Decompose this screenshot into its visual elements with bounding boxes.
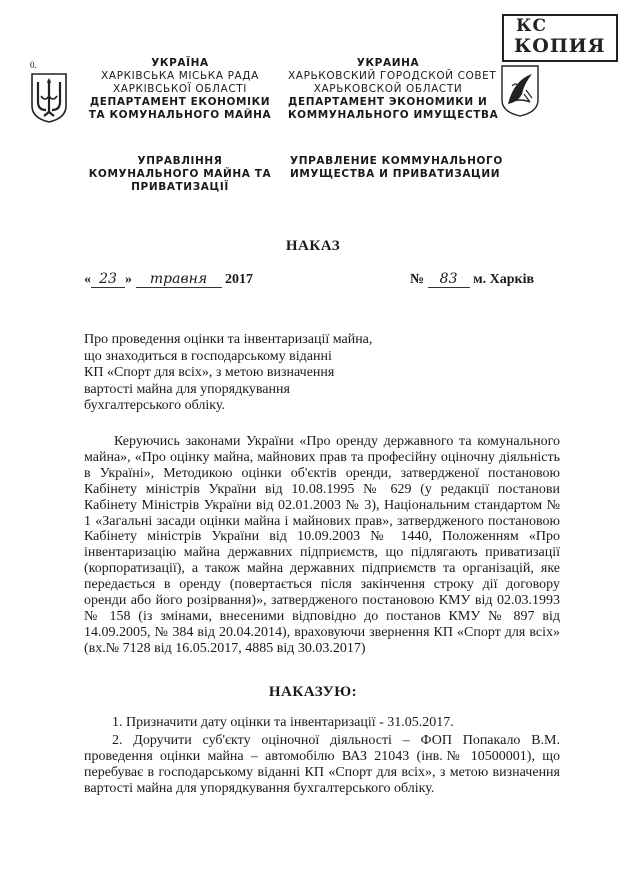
order-number — [410, 271, 534, 288]
header-left-council-1: ХАРКІВСЬКА МІСЬКА РАДА — [101, 70, 259, 82]
office-left-3: ПРИВАТИЗАЦІЇ — [131, 181, 229, 193]
header-right — [288, 57, 508, 122]
header-left-dept-2: ТА КОМУНАЛЬНОГО МАЙНА — [88, 109, 272, 121]
trident-emblem-icon — [30, 72, 68, 124]
order-items — [84, 715, 560, 799]
copy-stamp — [502, 14, 618, 62]
preamble-text: Керуючись законами України «Про оренду державного та комунального майна», «Про оцінку майна, майнових прав та професійну оціночну діяльність в Україні», Методикою оцінки об'єктів оренди, затвердженої постановою Кабінету міністрів України від 10.08.1995 № 629 (у редакції постанови Кабінету Міністрів України від 02.01.2003 № 3), Національним стандартом № 1 «Загальні засади оцінки майна і майнових прав», затвердженого постановою Кабінету міністрів України від 10.09.2003 № 1440, Положенням «Про інвентаризацію майна державних підприємств, що підлягають приватизації (корпоратизації), а також майна державних підприємств та організацій, яке передається в оренду (повертається після закінчення строку дії договору оренди або його розірвання)», затвердженого постановою КМУ від 02.03.1993 № 158 (із змінами, внесеними відповідно до постанов КМУ № 897 від 14.09.2005, № 384 від 20.04.2014), враховуючи звернення КП «Спорт для всіх» (вх.№ 7128 від 16.05.2017, 4885 від 30.03.2017) — [84, 434, 560, 656]
order-date — [84, 271, 253, 288]
header-left-council-2: ХАРКІВСЬКОЇ ОБЛАСТІ — [113, 83, 247, 95]
office-left — [80, 155, 280, 194]
date-month: травня — [136, 271, 222, 288]
number-label: № — [410, 272, 425, 287]
header-right-country: УКРАИНА — [356, 57, 420, 69]
date-close-quote: » — [125, 272, 132, 287]
office-right-2: ИМУЩЕСТВА И ПРИВАТИЗАЦИИ — [290, 168, 501, 180]
number-city: м. Харків — [473, 272, 535, 287]
subject-line: Про проведення оцінки та інвентаризації майна, — [84, 332, 373, 347]
header-right-council-2: ХАРЬКОВСКОЙ ОБЛАСТИ — [313, 83, 463, 95]
subject-line: КП «Спорт для всіх», з метою визначення — [84, 365, 335, 380]
corner-mark: 0. — [30, 60, 37, 70]
order-item: 1. Призначити дату оцінки та інвентаризації - 31.05.2017. — [112, 715, 454, 730]
header-right-council-1: ХАРЬКОВСКИЙ ГОРОДСКОЙ СОВЕТ — [288, 70, 497, 82]
stamp-line-1: КС — [516, 16, 547, 36]
subject-line: що знаходиться в господарському віданні — [84, 348, 332, 364]
preamble — [84, 434, 560, 657]
subject-line: вартості майна для упорядкування — [84, 381, 290, 397]
header-right-dept-2: КОММУНАЛЬНОГО ИМУЩЕСТВА — [288, 109, 499, 121]
office-right — [290, 155, 520, 181]
date-year: 2017 — [225, 272, 253, 287]
header-left-dept-1: ДЕПАРТАМЕНТ ЕКОНОМІКИ — [89, 96, 271, 108]
order-subject — [84, 332, 384, 415]
order-heading: НАКАЗУЮ: — [268, 684, 358, 700]
date-open-quote: « — [84, 272, 91, 287]
subject-line: бухгалтерського обліку. — [84, 398, 225, 413]
order-item: 2. Доручити суб'єкту оціночної діяльності – ФОП Попакало В.М. проведення оцінки майна – автомобілю ВАЗ 21043 (інв.№ 10500001), що перебуває в господарському віданні КП «Спорт для всіх», з метою визначення вартості майна для упорядкування бухгалтерського обліку. — [84, 733, 560, 796]
date-day: 23 — [91, 271, 125, 288]
stamp-line-2: КОПИЯ — [514, 35, 606, 57]
office-left-2: КОМУНАЛЬНОГО МАЙНА ТА — [88, 168, 272, 180]
header-right-dept-1: ДЕПАРТАМЕНТ ЭКОНОМИКИ И — [288, 96, 488, 108]
office-right-1: УПРАВЛЕНИЕ КОММУНАЛЬНОГО — [290, 155, 503, 167]
number-value: 83 — [428, 271, 470, 288]
header-left-country: УКРАЇНА — [151, 57, 209, 69]
document-title: НАКАЗ — [285, 238, 341, 254]
office-left-1: УПРАВЛІННЯ — [137, 155, 223, 167]
header-left — [80, 57, 280, 122]
